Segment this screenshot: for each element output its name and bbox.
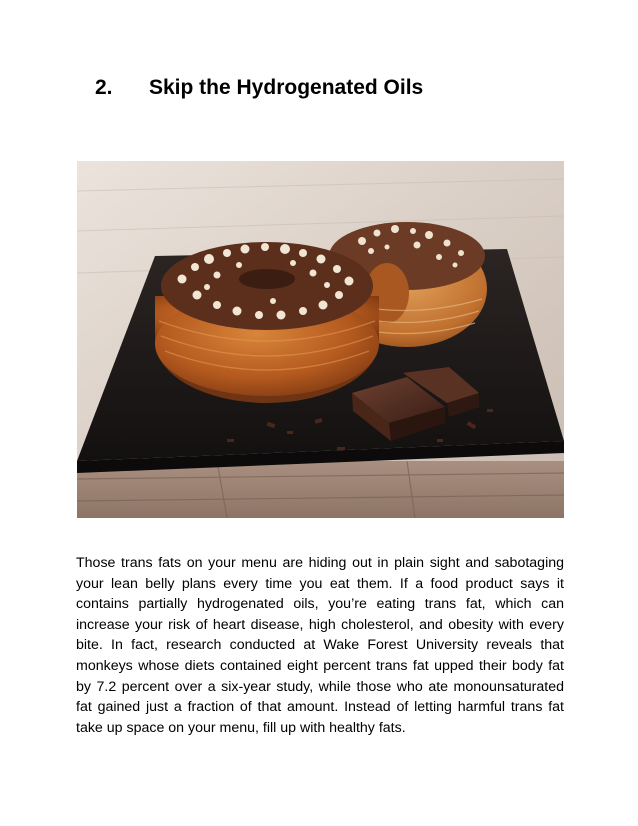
section-heading	[95, 76, 423, 100]
section-number: 2.	[95, 76, 113, 99]
cronut-photo-icon	[77, 161, 564, 518]
body-paragraph: Those trans fats on your menu are hiding out in plain sight and sabotaging your lean belly plans every time you eat them. If a food product says it contains partially hydrogenated oils, you’re eating trans fat, which can increase your risk of heart disease, high cholesterol, and obesity with every bite. In fact, research conducted at Wake Forest University reveals that monkeys whose diets contained eight percent trans fat upped their body fat by 7.2 percent over a six-year study, while those who ate monounsaturated fat gained just a fraction of that amount. Instead of letting harmful trans fat take up space on your menu, fill up with healthy fats.	[76, 555, 564, 736]
section-title: Skip the Hydrogenated Oils	[149, 76, 424, 99]
cronut-photo	[77, 161, 564, 518]
